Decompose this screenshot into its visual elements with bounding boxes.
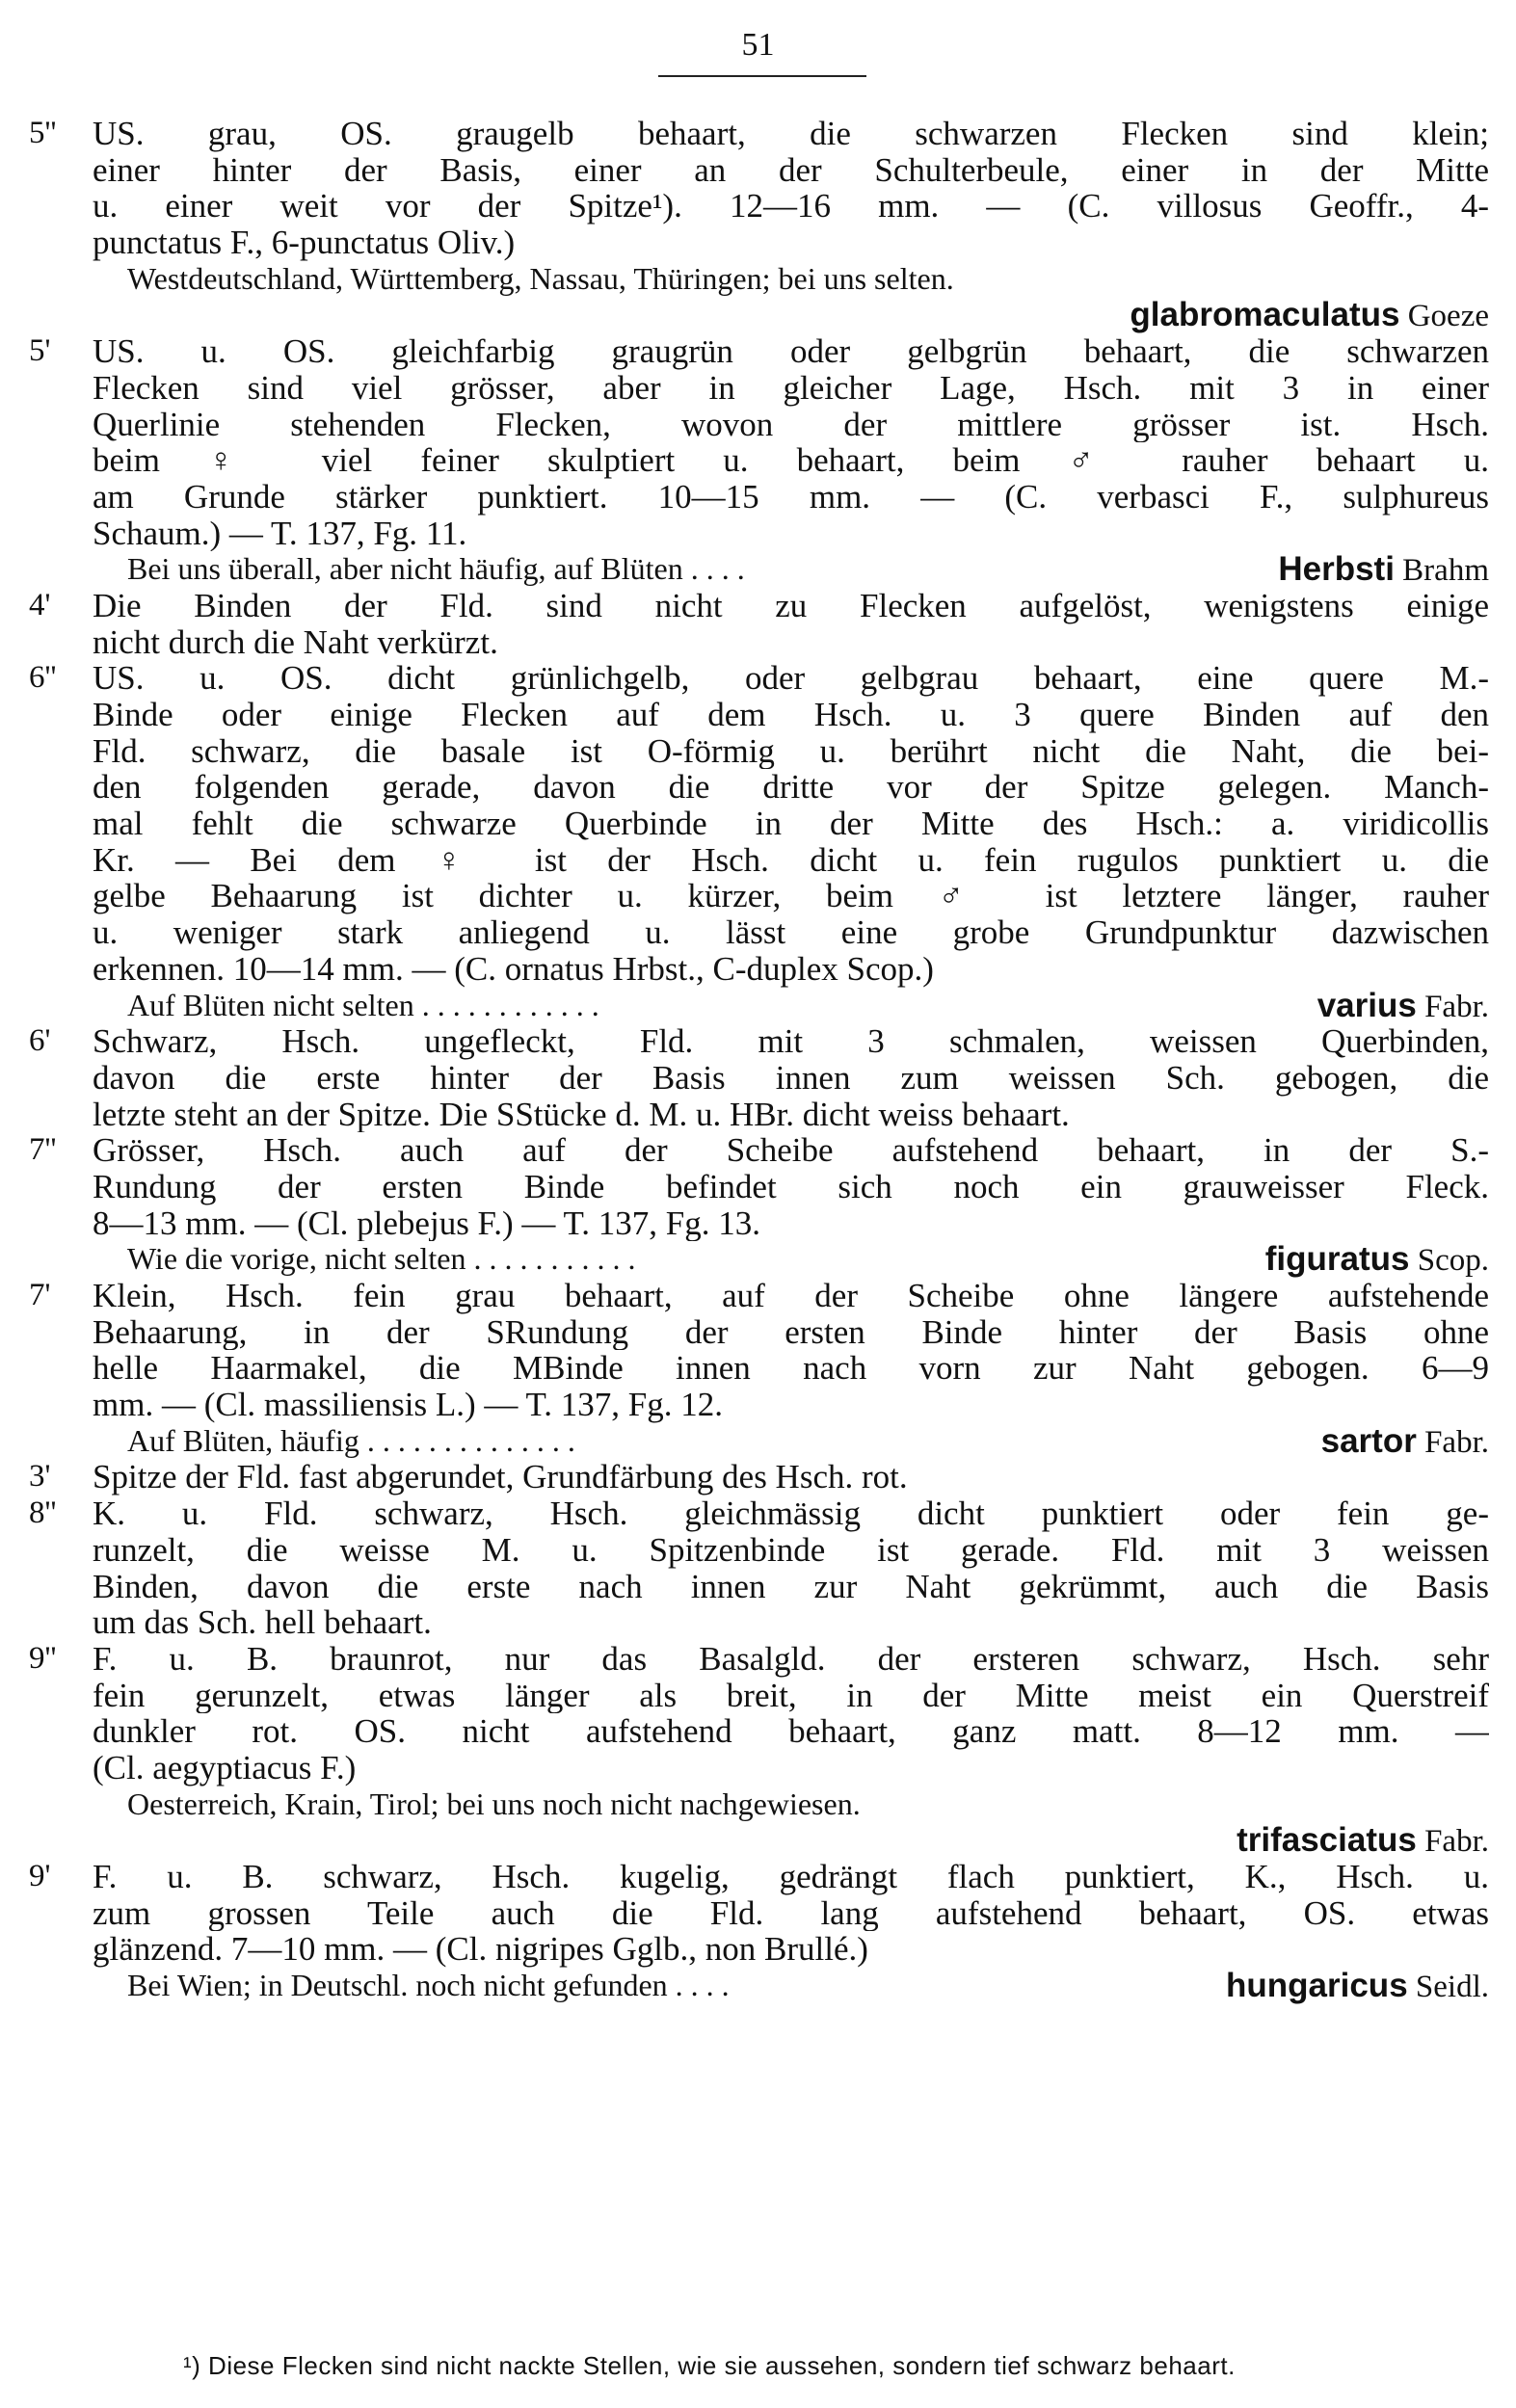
- couplet-number: 6': [29, 1023, 51, 1059]
- locality-text: Wie die vorige, nicht selten . . . . . . . . . . .: [127, 1241, 636, 1277]
- species-author: Goeze: [1399, 299, 1489, 334]
- key-line-text: US. grau, OS. graugelb behaart, die schwarzen Flecken sind klein;: [93, 116, 1489, 152]
- species-name-group: [1226, 1968, 1489, 2006]
- key-line: [29, 188, 1489, 225]
- species-name: sartor: [1320, 1421, 1417, 1460]
- key-line-text: zum grossen Teile auch die Fld. lang aufstehend behaart, OS. etwas: [93, 1894, 1489, 1932]
- key-line: [29, 878, 1489, 914]
- key-line: [29, 914, 1489, 951]
- key-line-text: Grösser, Hsch. auch auf der Scheibe aufstehend behaart, in der S.-: [93, 1132, 1489, 1169]
- key-line: [29, 769, 1489, 806]
- key-line: [29, 1060, 1489, 1097]
- key-line-text: einer hinter der Basis, einer an der Schulterbeule, einer in der Mitte: [93, 151, 1489, 189]
- key-line-text: US. u. OS. gleichfarbig graugrün oder gelbgrün behaart, die schwarzen: [93, 333, 1489, 370]
- key-line: [29, 660, 1489, 697]
- species-author: Seidl.: [1407, 1970, 1489, 2005]
- key-line: [29, 1169, 1489, 1205]
- key-line-text: Binde oder einige Flecken auf dem Hsch. u. 3 quere Binden auf den: [93, 697, 1489, 733]
- key-line: [29, 1532, 1489, 1569]
- key-text: [29, 116, 1489, 2004]
- key-line-text: Fld. schwarz, die basale ist O-förmig u. berührt nicht die Naht, die bei-: [93, 732, 1489, 770]
- key-line-text: runzelt, die weisse M. u. Spitzenbinde ist gerade. Fld. mit 3 weissen: [93, 1531, 1489, 1569]
- species-author: Scop.: [1409, 1243, 1489, 1279]
- key-line: [29, 806, 1489, 842]
- key-line: [29, 951, 1489, 988]
- key-line-text: davon die erste hinter der Basis innen zum weissen Sch. gebogen, die: [93, 1059, 1489, 1097]
- key-line: [29, 479, 1489, 516]
- key-line: [29, 624, 1489, 661]
- key-line-text: mm. — (Cl. massiliensis L.) — T. 137, Fg. 12.: [93, 1387, 723, 1423]
- key-line-text: F. u. B. braunrot, nur das Basalgld. der ersteren schwarz, Hsch. sehr: [93, 1640, 1489, 1678]
- key-line: [29, 1023, 1489, 1060]
- key-line-text: letzte steht an der Spitze. Die SStücke d. M. u. HBr. dicht weiss behaart.: [93, 1096, 1070, 1133]
- key-line: [29, 1859, 1489, 1895]
- key-line-text: helle Haarmakel, die MBinde innen nach vorn zur Naht gebogen. 6—9: [93, 1350, 1489, 1388]
- key-line-text: am Grunde stärker punktiert. 10—15 mm. — (C. verbasci F., sulphureus: [93, 478, 1489, 516]
- key-line-text: (Cl. aegyptiacus F.): [93, 1749, 357, 1786]
- key-line: [29, 442, 1489, 479]
- key-line: [29, 1387, 1489, 1423]
- key-line-text: dunkler rot. OS. nicht aufstehend behaart, ganz matt. 8—12 mm. —: [93, 1713, 1489, 1750]
- species-name: varius: [1317, 986, 1417, 1024]
- key-line-text: K. u. Fld. schwarz, Hsch. gleichmässig dicht punktiert oder fein ge-: [93, 1495, 1489, 1532]
- key-line: [29, 1132, 1489, 1169]
- species-name-group: [1265, 1241, 1489, 1280]
- couplet-number: 4': [29, 587, 51, 622]
- key-line: [29, 1205, 1489, 1242]
- species-line: [29, 1241, 1489, 1278]
- key-line-text: Schwarz, Hsch. ungefleckt, Fld. mit 3 schmalen, weissen Querbinden,: [93, 1023, 1489, 1060]
- species-name: Herbsti: [1278, 550, 1395, 589]
- key-line-text: F. u. B. schwarz, Hsch. kugelig, gedrängt flach punktiert, K., Hsch. u.: [93, 1859, 1489, 1895]
- species-line: [29, 988, 1489, 1024]
- key-line: [29, 1278, 1489, 1314]
- species-line: [29, 1423, 1489, 1460]
- key-line: [29, 152, 1489, 189]
- key-line-text: Flecken sind viel grösser, aber in gleicher Lage, Hsch. mit 3 in einer: [93, 369, 1489, 407]
- couplet-number: 6'': [29, 660, 57, 696]
- key-line-text: Schaum.) — T. 137, Fg. 11.: [93, 515, 467, 552]
- species-name: trifasciatus: [1237, 1821, 1417, 1860]
- key-line: [29, 1350, 1489, 1387]
- key-line-text: fein gerunzelt, etwas länger als breit, in der Mitte meist ein Querstreif: [93, 1677, 1489, 1714]
- key-line: [29, 1713, 1489, 1750]
- key-line-text: mal fehlt die schwarze Querbinde in der Mitte des Hsch.: a. viridicollis: [93, 806, 1489, 842]
- key-line: [29, 733, 1489, 770]
- key-line-text: Behaarung, in der SRundung der ersten Binde hinter der Basis ohne: [93, 1313, 1489, 1351]
- locality-text: Bei Wien; in Deutschl. noch nicht gefunden . . . .: [127, 1968, 730, 2003]
- key-line: [29, 1314, 1489, 1351]
- couplet-number: 8'': [29, 1495, 57, 1531]
- species-name-group: [1278, 551, 1489, 590]
- species-line: [29, 297, 1489, 333]
- key-line: [29, 407, 1489, 443]
- species-line: [29, 1968, 1489, 2004]
- page-number: 51: [741, 27, 775, 63]
- key-line: [29, 1604, 1489, 1641]
- key-line-text: erkennen. 10—14 mm. — (C. ornatus Hrbst., C-duplex Scop.): [93, 950, 934, 988]
- key-line-text: Kr. — Bei dem ♀ ist der Hsch. dicht u. fein rugulos punktiert u. die: [93, 841, 1489, 879]
- species-name: hungaricus: [1226, 1967, 1408, 2005]
- key-line: [29, 842, 1489, 879]
- key-line: [29, 516, 1489, 552]
- key-line-text: beim ♀ viel feiner skulptiert u. behaart, beim ♂ rauher behaart u.: [93, 442, 1489, 479]
- couplet-number: 7': [29, 1278, 51, 1312]
- key-line-text: u. weniger stark anliegend u. lässt eine grobe Grundpunktur dazwischen: [93, 914, 1489, 951]
- key-line: [29, 225, 1489, 261]
- couplet-number: 5': [29, 333, 51, 369]
- key-line: [29, 588, 1489, 624]
- key-line-text: Die Binden der Fld. sind nicht zu Flecken aufgelöst, wenigstens einige: [93, 587, 1489, 624]
- locality-text: Auf Blüten nicht selten . . . . . . . . . . . .: [127, 987, 599, 1022]
- species-name-group: [1130, 297, 1489, 335]
- species-line: [29, 1786, 1489, 1823]
- locality-text: Auf Blüten, häufig . . . . . . . . . . . . . .: [127, 1422, 575, 1458]
- key-line: [29, 1495, 1489, 1532]
- couplet-number: 9': [29, 1859, 51, 1893]
- key-line-text: US. u. OS. dicht grünlichgelb, oder gelbgrau behaart, eine quere M.-: [93, 660, 1489, 698]
- couplet-number: 7'': [29, 1132, 57, 1168]
- key-line-text: Klein, Hsch. fein grau behaart, auf der Scheibe ohne längere aufstehende: [93, 1278, 1489, 1314]
- species-author: Fabr.: [1416, 1824, 1489, 1860]
- species-name-group: [1321, 1423, 1489, 1462]
- key-line-text: u. einer weit vor der Spitze¹). 12—16 mm. — (C. villosus Geoffr., 4-: [93, 188, 1489, 225]
- species-name-group: [1317, 988, 1489, 1026]
- key-line: [29, 1678, 1489, 1714]
- couplet-number: 3': [29, 1459, 51, 1495]
- key-line: [29, 1569, 1489, 1605]
- locality-text: Oesterreich, Krain, Tirol; bei uns noch nicht nachgewiesen.: [127, 1786, 861, 1821]
- species-author: Brahm: [1394, 553, 1489, 589]
- key-line-text: 8—13 mm. — (Cl. plebejus F.) — T. 137, Fg. 13.: [93, 1204, 760, 1242]
- key-line-text: punctatus F., 6-punctatus Oliv.): [93, 225, 516, 261]
- key-line: [29, 116, 1489, 152]
- locality-text: Westdeutschland, Württemberg, Nassau, Thüringen; bei uns selten.: [127, 260, 954, 296]
- key-line: [29, 1459, 1489, 1495]
- key-line: [29, 1097, 1489, 1133]
- key-line-text: nicht durch die Naht verkürzt.: [93, 623, 498, 661]
- key-line-text: glänzend. 7—10 mm. — (Cl. nigripes Gglb., non Brullé.): [93, 1931, 868, 1969]
- couplet-number: 9'': [29, 1640, 57, 1676]
- key-line-text: Querlinie stehenden Flecken, wovon der mittlere grösser ist. Hsch.: [93, 406, 1489, 443]
- species-author: Fabr.: [1416, 989, 1489, 1024]
- key-line-text: den folgenden gerade, davon die dritte vor der Spitze gelegen. Manch-: [93, 769, 1489, 807]
- species-name: glabromaculatus: [1130, 296, 1400, 334]
- key-line: [29, 1931, 1489, 1968]
- key-line-text: Spitze der Fld. fast abgerundet, Grundfärbung des Hsch. rot.: [93, 1459, 908, 1496]
- species-line: [29, 551, 1489, 588]
- header-rule: [658, 75, 866, 77]
- key-line: [29, 1641, 1489, 1678]
- key-line: [29, 1895, 1489, 1932]
- key-line-text: gelbe Behaarung ist dichter u. kürzer, beim ♂ ist letztere länger, rauher: [93, 878, 1489, 915]
- locality-text: Bei uns überall, aber nicht häufig, auf Blüten . . . .: [127, 551, 745, 587]
- species-line: [29, 1822, 1489, 1859]
- footnote: ¹) Diese Flecken sind nicht nackte Stellen, wie sie aussehen, sondern tief schwarz behaart.: [183, 2351, 1236, 2380]
- species-author: Fabr.: [1416, 1424, 1489, 1460]
- couplet-number: 5'': [29, 116, 57, 150]
- key-line-text: Rundung der ersten Binde befindet sich noch ein grauweisser Fleck.: [93, 1168, 1489, 1205]
- species-name: figuratus: [1264, 1240, 1410, 1279]
- key-line: [29, 333, 1489, 370]
- key-line: [29, 1750, 1489, 1786]
- key-line-text: um das Sch. hell behaart.: [93, 1604, 432, 1641]
- species-line: [29, 261, 1489, 298]
- key-line: [29, 697, 1489, 733]
- species-name-group: [1237, 1822, 1489, 1861]
- key-line: [29, 370, 1489, 407]
- key-line-text: Binden, davon die erste nach innen zur Naht gekrümmt, auch die Basis: [93, 1568, 1489, 1605]
